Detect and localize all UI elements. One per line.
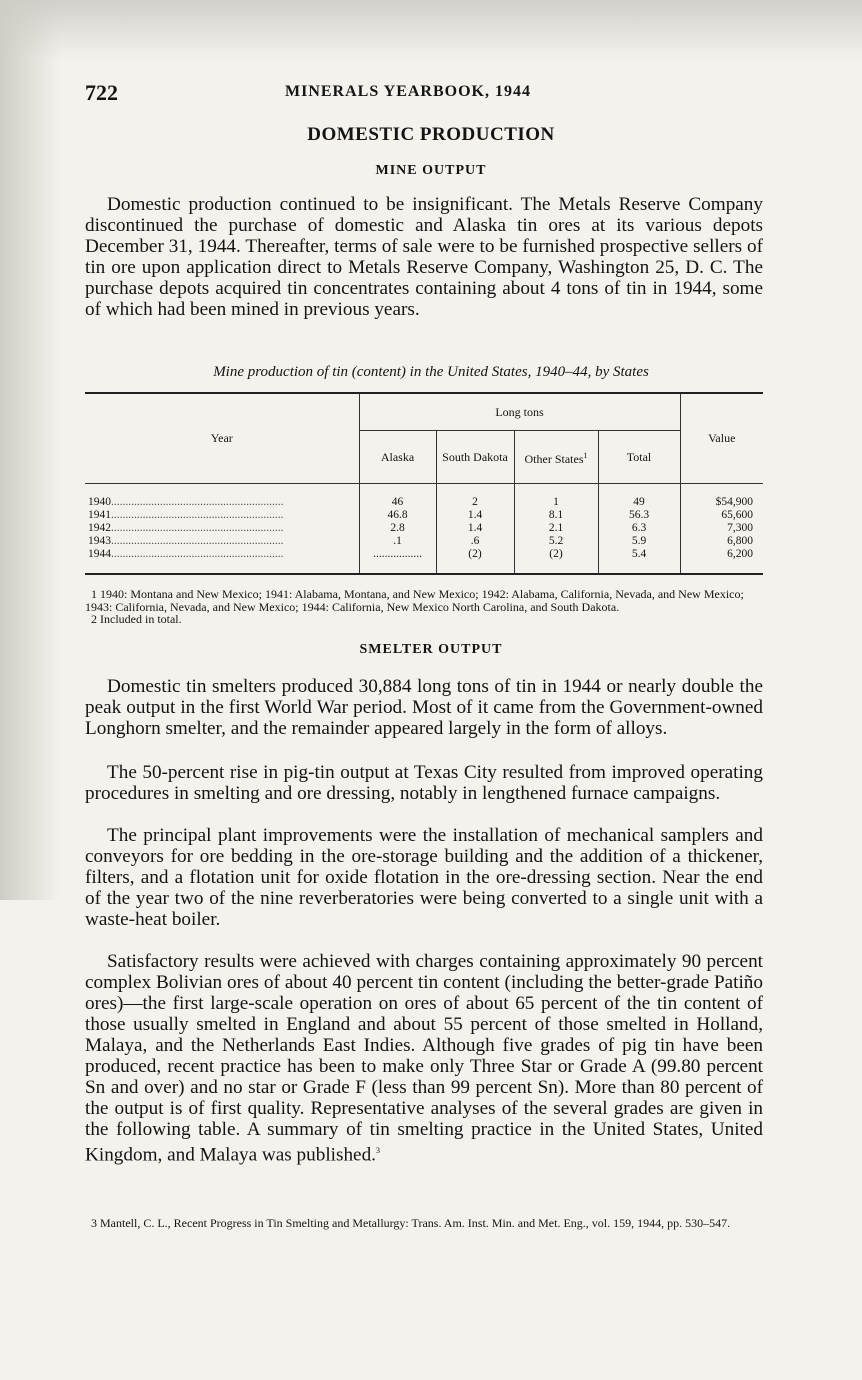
long-tons-group-header: Long tons [359, 393, 680, 431]
cell-total: 5.9 [598, 535, 680, 548]
running-head [85, 80, 765, 104]
col-year-header: Year [85, 393, 359, 484]
col-south-dakota-header: South Dakota [436, 431, 514, 484]
cell-total: 5.4 [598, 548, 680, 561]
table-row: 1944............................................................ ................. (2) (2) 5.4 6,200 [85, 548, 763, 561]
cell-other-states: 2.1 [514, 522, 598, 535]
cell-south-dakota: 2 [436, 496, 514, 509]
cell-south-dakota: 1.4 [436, 509, 514, 522]
scan-edge-top [0, 0, 862, 60]
cell-alaska: 2.8 [359, 522, 436, 535]
table-row: 1940............................................................ 46 2 1 49 $54,900 [85, 496, 763, 509]
smelter-paragraph-1: Domestic tin smelters produced 30,884 long tons of tin in 1944 or nearly double the peak output in the first World War period. Most of it came from the Government-owned Longhorn smelter, and the remainder appeared largely in the form of alloys. [85, 676, 763, 739]
smelter-paragraph-4 [85, 951, 763, 1165]
row-year: 1943 [88, 535, 111, 547]
smelter-paragraph-2: The 50-percent rise in pig-tin output at Texas City resulted from improved operating procedures in smelting and ore dressing, notably in lengthened furnace campaigns. [85, 762, 763, 804]
cell-total: 49 [598, 496, 680, 509]
cell-alaska: 46 [359, 496, 436, 509]
cell-alaska: ................. [359, 548, 436, 561]
cell-south-dakota: 1.4 [436, 522, 514, 535]
row-year: 1944 [88, 548, 111, 560]
row-year: 1941 [88, 509, 111, 521]
mine-output-paragraph: Domestic production continued to be insignificant. The Metals Reserve Company discontinued the purchase of domestic and Alaska tin ores at its various depots December 31, 1944. Thereafter, terms of sale were to be furnished prospective sellers of tin ore upon application direct to Metals Reserve Company, Washington 25, D. C. The purchase depots acquired tin concentrates containing about 4 tons of tin in 1944, some of which had been mined in previous years. [85, 194, 763, 320]
cell-other-states: 5.2 [514, 535, 598, 548]
table-caption: Mine production of tin (content) in the United States, 1940–44, by States [213, 364, 649, 380]
col-value-header: Value [680, 393, 763, 484]
cell-alaska: .1 [359, 535, 436, 548]
table-footnotes [85, 588, 763, 626]
cell-south-dakota: .6 [436, 535, 514, 548]
smelter-paragraph-4-text: Satisfactory results were achieved with charges containing approximately 90 percent complex Bolivian ores of about 40 percent tin content (including the better-grade Patiño ores)—the first large-scale operation on ores of about 65 percent of the tin content of those usually smelted in England and about 55 percent of those smelted in Holland, Malaya, and the Netherlands East Indies. Although five grades of pig tin have been produced, recent practice has been to make only Three Star or Grade A (99.80 percent Sn and over) and no star or Grade F (less than 99 percent Sn). More than 80 percent of the output is of first quality. Representative analyses of the several grades are given in the following table. A summary of tin smelting practice in the United States, United Kingdom, and Malaya was published. [85, 951, 763, 1166]
cell-value: 7,300 [680, 522, 763, 535]
col-other-states-header [514, 431, 598, 484]
cell-total: 6.3 [598, 522, 680, 535]
smelter-paragraph-3: The principal plant improvements were the installation of mechanical samplers and conveyors for ore bedding in the ore-storage building and the addition of a thickener, filters, and a flotation unit for oxide flotation in the ore-dressing section. Near the end of the year two of the nine reverberatories were being converted to a single unit with a waste-heat boiler. [85, 825, 763, 930]
col-alaska-header: Alaska [359, 431, 436, 484]
running-title: MINERALS YEARBOOK, 1944 [285, 83, 531, 100]
page-number: 722 [85, 80, 118, 105]
cell-alaska: 46.8 [359, 509, 436, 522]
footnote-2: 2 Included in total. [91, 612, 182, 626]
mine-output-heading: MINE OUTPUT [375, 163, 487, 178]
reference-footnote: 3 Mantell, C. L., Recent Progress in Tin Smelting and Metallurgy: Trans. Am. Inst. Min. and Met. Eng., vol. 159, 1944, pp. 530–547. [91, 1216, 731, 1230]
mine-production-table [85, 392, 763, 575]
cell-value: 6,800 [680, 535, 763, 548]
cell-other-states: 8.1 [514, 509, 598, 522]
row-year: 1942 [88, 522, 111, 534]
cell-value: $54,900 [680, 496, 763, 509]
row-year: 1940 [88, 496, 111, 508]
cell-other-states: (2) [514, 548, 598, 561]
cell-value: 6,200 [680, 548, 763, 561]
footnote-ref-3: 3 [375, 1146, 380, 1155]
col-other-states-label: Other States [524, 451, 584, 466]
cell-value: 65,600 [680, 509, 763, 522]
cell-total: 56.3 [598, 509, 680, 522]
footnote-ref-1: 1 [583, 450, 588, 460]
table-row: 1942............................................................ 2.8 1.4 2.1 6.3 7,300 [85, 522, 763, 535]
col-total-header: Total [598, 431, 680, 484]
footnote-1: 1 1940: Montana and New Mexico; 1941: Alabama, Montana, and New Mexico; 1942: Alabama, California, Nevada, and New Mexico; 1943: California, Nevada, and New Mexico; 1944: California, New Mexico North Carolina, and South Dakota. [85, 587, 744, 614]
smelter-output-heading: SMELTER OUTPUT [359, 642, 503, 657]
cell-south-dakota: (2) [436, 548, 514, 561]
table-row: 1941............................................................ 46.8 1.4 8.1 56.3 65,600 [85, 509, 763, 522]
table-row: 1943............................................................ .1 .6 5.2 5.9 6,800 [85, 535, 763, 548]
section-title: DOMESTIC PRODUCTION [307, 124, 555, 145]
cell-other-states: 1 [514, 496, 598, 509]
